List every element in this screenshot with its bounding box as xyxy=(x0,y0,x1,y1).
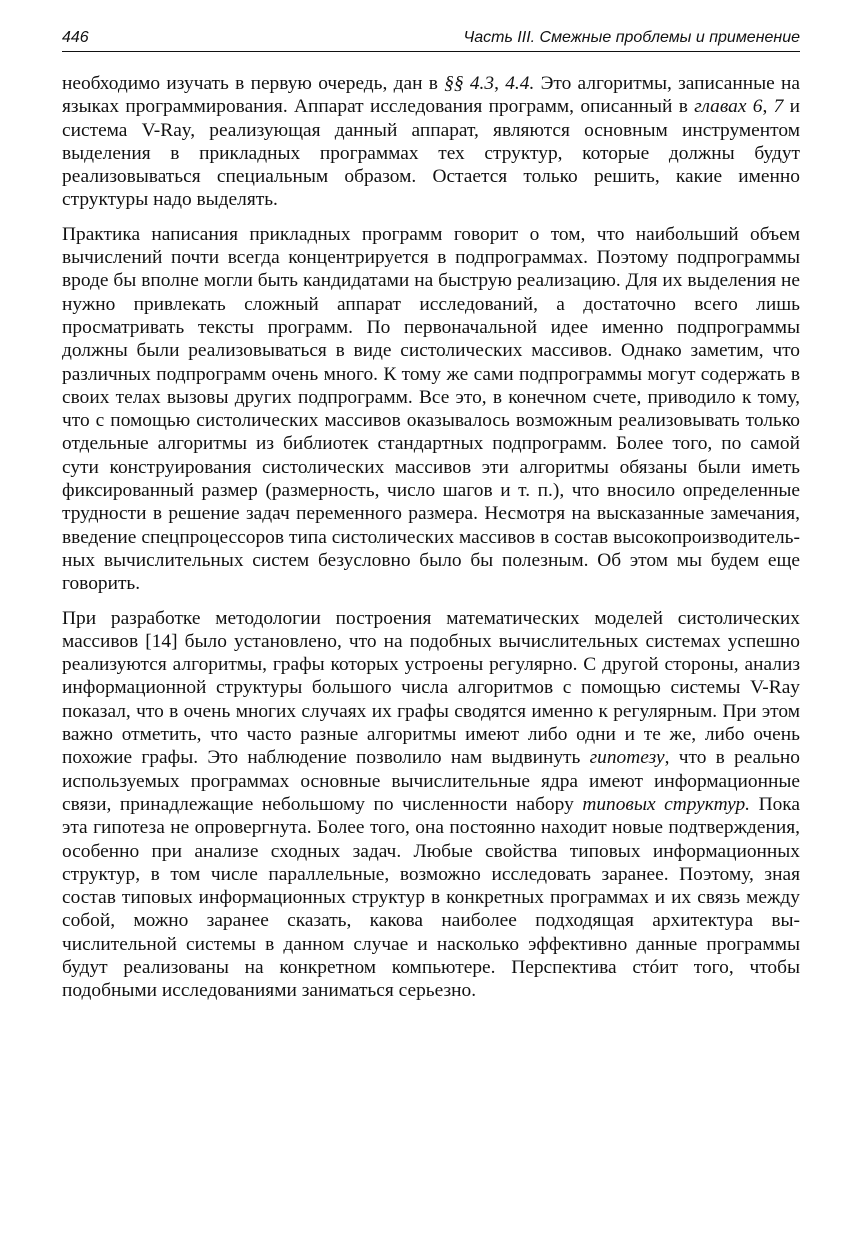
italic-text: типовых структур. xyxy=(582,793,751,815)
text-run: необходимо изучать в первую очередь, дан в xyxy=(62,73,445,94)
italic-text: §§ 4.3 xyxy=(444,73,495,94)
paragraph xyxy=(62,72,800,212)
italic-text: 4.4. xyxy=(505,73,535,94)
body-text xyxy=(62,72,800,1003)
book-page xyxy=(62,28,800,1014)
text-run: Практика написания прикладных программ говорит о том, что наибольший объем вычислений почти всегда концентрируется в подпрограммах. Поэтому подпрограммы вроде бы вполне могли быть кандидатами на быструю реализацию. Для их выделения не нужно привлекать сложный аппарат исследований, а достаточно всего лишь просматривать тексты программ. По первоначальной идее именно подпрограммы должны были реализовываться в виде систолических массивов. Однако заметим, что различных подпрограмм очень много. К тому же сами подпрограммы могут содержать в своих телах вызовы других подпрограмм. Все это, в конечном счете, приводило к тому, что с помощью систолических массивов оказывалось возможным реализовывать только отдельные алгоритмы из библиотек стандартных подпрограмм. Более того, по самой сути конструирования систолических массивов эти алгоритмы обязаны были иметь фиксированный размер (размерность, число шагов и т. п.), что вносило определенные трудности в решение задач переменного размера. Несмотря на высказанные замечания, введение спецпроцессоров типа систолических массивов в состав высокопроизводительных вычислительных систем безусловно было бы полезным. Об этом мы будем еще говорить. xyxy=(62,223,800,595)
text-run: Это алгоритмы, записанные на языках программирования. Аппарат исследования программ, описанный в xyxy=(62,73,800,118)
text-run: , что в реально используемых программах основные вычислительные ядра имеют информационные связи, принадлежащие небольшому по численности набору xyxy=(62,747,800,815)
italic-text: гипотезу xyxy=(589,747,665,769)
paragraph xyxy=(62,607,800,1003)
italic-text: главах 6 xyxy=(694,96,763,118)
text-run: , xyxy=(494,73,506,94)
text-run: и система V-Ray, реализующая данный аппарат, являются основным инструментом выделения в прикладных программах тех структур, которые должны будут реализовываться специальным образом. Остается только решить, какие именно структуры надо выделять. xyxy=(62,96,800,211)
text-run: Пока эта гипотеза не опровергнута. Более того, она постоянно находит новые подтверждения, особенно при анализе сходных задач. Любые свойства типовых информационных структур, в том числе параллельные, возможно исследовать заранее. Поэтому, зная состав типовых информационных структур в конкретных программах и их связь между собой, можно заранее сказать, какова наиболее подходящая архитектура вычислительной системы в данном случае и насколько эффективно данные программы будут реализованы на конкретном компьютере. Перспектива стóит того, чтобы подобными исследованиями заниматься серьезно. xyxy=(62,793,801,1002)
italic-text: 7 xyxy=(773,96,784,118)
text-run: При разработке методологии построения математических моделей систолических массивов [14] было установлено, что на подобных вычислительных системах успешно реализуются алгоритмы, графы которых устроены регулярно. С другой стороны, анализ информационной структуры большого числа алгоритмов с помощью системы V-Ray показал, что в очень многих случаях их графы сводятся именно к регулярным. При этом важно отметить, что часто разные алгоритмы имеют либо одни и те же, либо очень похожие графы. Это наблюдение позволило нам выдвинуть xyxy=(62,607,800,769)
page-number: 446 xyxy=(62,29,89,46)
running-header xyxy=(62,28,800,52)
text-run: , xyxy=(762,96,774,118)
paragraph xyxy=(62,223,800,596)
running-title: Часть III. Смежные проблемы и применение xyxy=(463,29,800,46)
